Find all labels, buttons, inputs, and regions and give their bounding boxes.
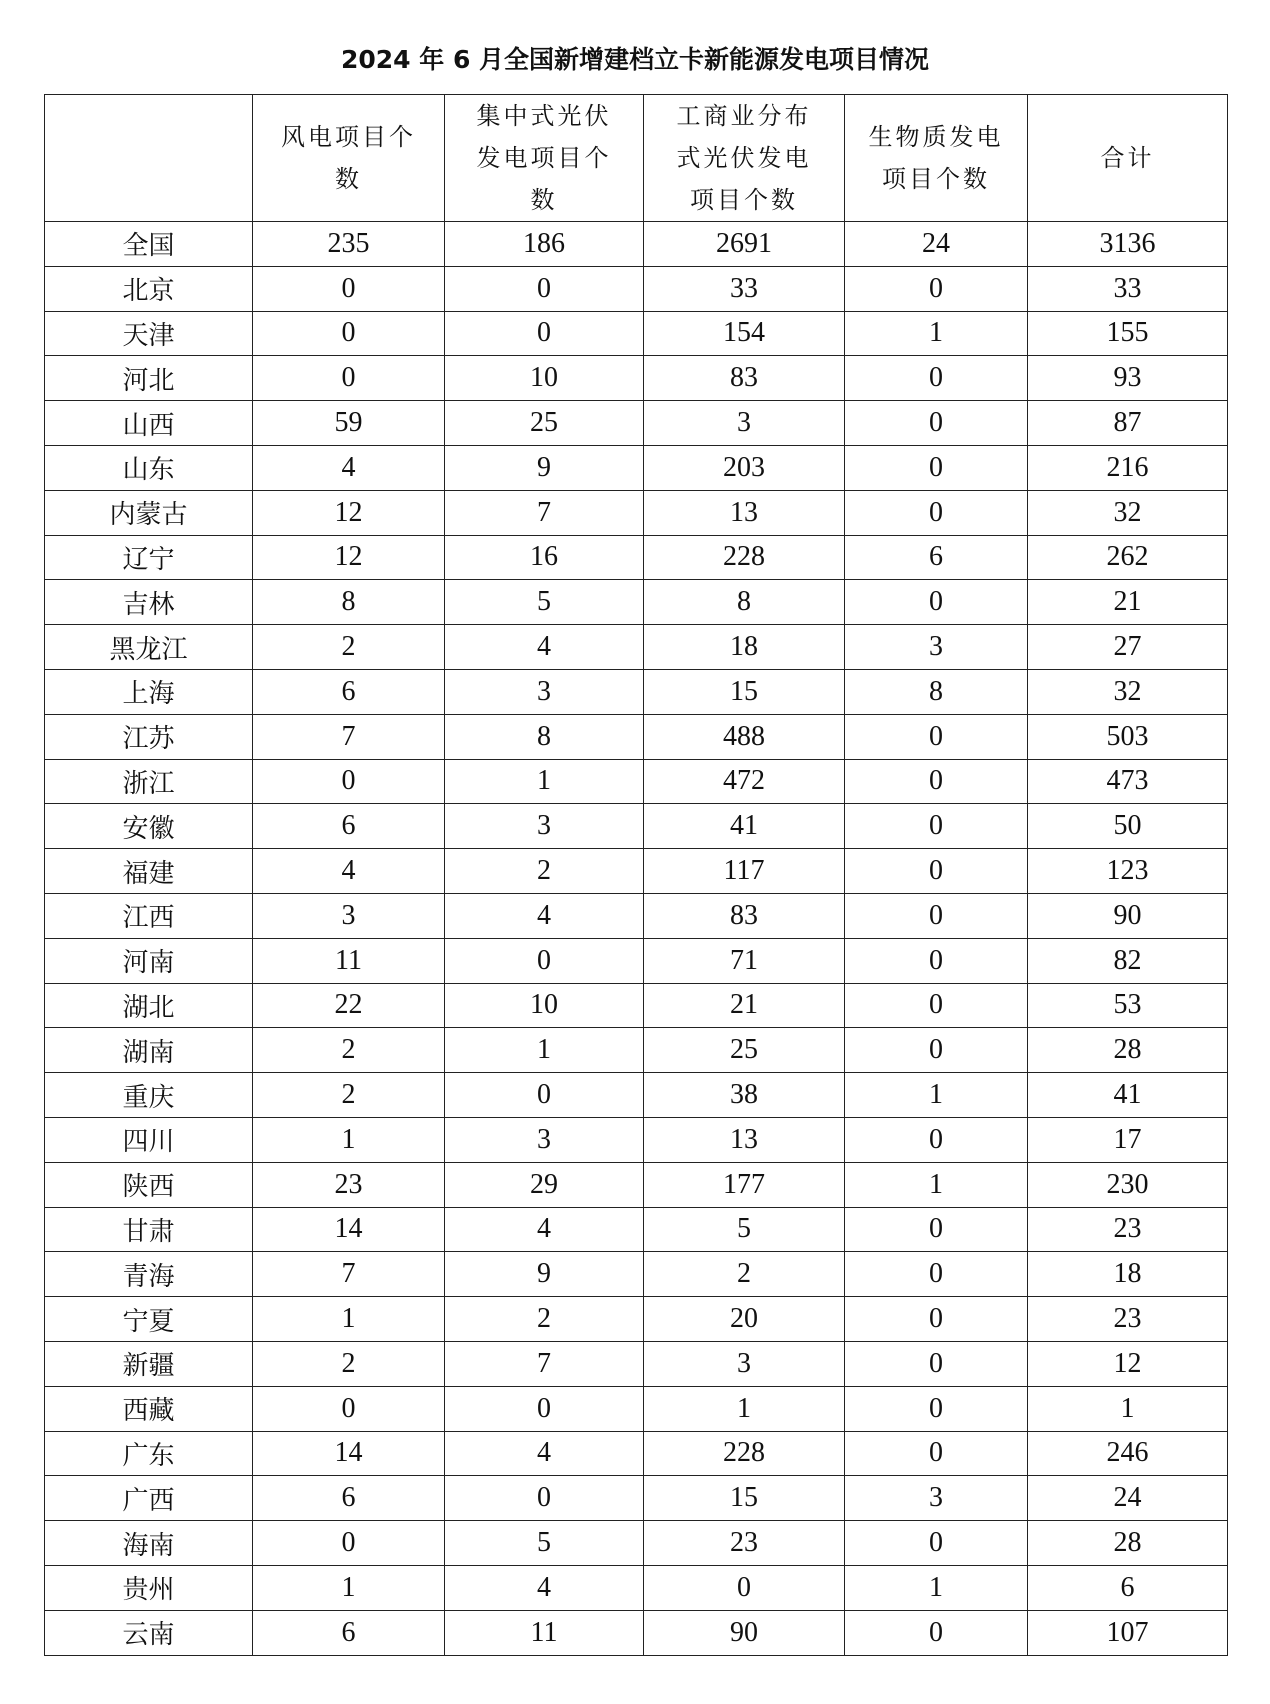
total-cell: 107 [1028,1610,1228,1655]
biomass-cell: 0 [845,983,1028,1028]
table-row [45,311,1228,356]
wind-cell: 7 [253,714,445,759]
total-cell: 28 [1028,1521,1228,1566]
total-cell: 3136 [1028,222,1228,267]
wind-cell: 3 [253,893,445,938]
distributed-pv-cell: 228 [644,1431,845,1476]
total-cell: 32 [1028,669,1228,714]
biomass-cell: 0 [845,580,1028,625]
total-cell: 50 [1028,804,1228,849]
biomass-cell: 0 [845,759,1028,804]
region-cell: 山东 [45,445,253,490]
wind-cell: 6 [253,1476,445,1521]
biomass-cell: 1 [845,1162,1028,1207]
centralized-pv-cell: 186 [445,222,644,267]
centralized-pv-cell: 1 [445,759,644,804]
wind-cell: 1 [253,1117,445,1162]
centralized-pv-cell: 0 [445,311,644,356]
region-cell: 上海 [45,669,253,714]
region-cell: 河南 [45,938,253,983]
wind-cell: 6 [253,804,445,849]
biomass-cell: 0 [845,804,1028,849]
wind-cell: 8 [253,580,445,625]
table-row [45,669,1228,714]
total-cell: 33 [1028,266,1228,311]
centralized-pv-cell: 9 [445,445,644,490]
region-cell: 安徽 [45,804,253,849]
biomass-cell: 0 [845,1297,1028,1342]
region-cell: 云南 [45,1610,253,1655]
centralized-pv-cell: 3 [445,1117,644,1162]
biomass-cell: 0 [845,849,1028,894]
distributed-pv-cell: 1 [644,1386,845,1431]
region-cell: 宁夏 [45,1297,253,1342]
header-biomass-text: 生物质发电项目个数 [868,123,1004,193]
total-cell: 41 [1028,1073,1228,1118]
table-row [45,1521,1228,1566]
distributed-pv-cell: 90 [644,1610,845,1655]
total-cell: 24 [1028,1476,1228,1521]
total-cell: 18 [1028,1252,1228,1297]
region-cell: 河北 [45,356,253,401]
centralized-pv-cell: 2 [445,849,644,894]
header-total: 合计 [1028,95,1228,222]
total-cell: 155 [1028,311,1228,356]
distributed-pv-cell: 25 [644,1028,845,1073]
region-cell: 浙江 [45,759,253,804]
centralized-pv-cell: 4 [445,1431,644,1476]
centralized-pv-cell: 0 [445,1386,644,1431]
distributed-pv-cell: 33 [644,266,845,311]
projects-table [44,94,1228,1656]
total-cell: 246 [1028,1431,1228,1476]
wind-cell: 2 [253,1028,445,1073]
total-cell: 53 [1028,983,1228,1028]
table-row [45,490,1228,535]
total-cell: 123 [1028,849,1228,894]
centralized-pv-cell: 3 [445,804,644,849]
region-cell: 吉林 [45,580,253,625]
total-cell: 27 [1028,625,1228,670]
biomass-cell: 24 [845,222,1028,267]
wind-cell: 0 [253,1521,445,1566]
wind-cell: 14 [253,1431,445,1476]
total-cell: 230 [1028,1162,1228,1207]
total-cell: 21 [1028,580,1228,625]
biomass-cell: 0 [845,356,1028,401]
table-row [45,445,1228,490]
wind-cell: 11 [253,938,445,983]
centralized-pv-cell: 0 [445,1476,644,1521]
biomass-cell: 0 [845,1341,1028,1386]
biomass-cell: 3 [845,625,1028,670]
table-row [45,1297,1228,1342]
centralized-pv-cell: 16 [445,535,644,580]
distributed-pv-cell: 18 [644,625,845,670]
centralized-pv-cell: 11 [445,1610,644,1655]
distributed-pv-cell: 228 [644,535,845,580]
distributed-pv-cell: 20 [644,1297,845,1342]
centralized-pv-cell: 4 [445,1207,644,1252]
region-cell: 江苏 [45,714,253,759]
distributed-pv-cell: 488 [644,714,845,759]
header-distributed-pv-text: 工商业分布式光伏发电项目个数 [676,102,812,214]
biomass-cell: 1 [845,311,1028,356]
distributed-pv-cell: 38 [644,1073,845,1118]
total-cell: 473 [1028,759,1228,804]
biomass-cell: 0 [845,1521,1028,1566]
table-row [45,1565,1228,1610]
centralized-pv-cell: 1 [445,1028,644,1073]
region-cell: 辽宁 [45,535,253,580]
biomass-cell: 1 [845,1565,1028,1610]
region-cell: 黑龙江 [45,625,253,670]
region-cell: 天津 [45,311,253,356]
biomass-cell: 0 [845,938,1028,983]
centralized-pv-cell: 4 [445,625,644,670]
table-row [45,938,1228,983]
distributed-pv-cell: 203 [644,445,845,490]
header-distributed-pv [644,95,845,222]
table-row [45,1073,1228,1118]
biomass-cell: 0 [845,1028,1028,1073]
wind-cell: 1 [253,1297,445,1342]
wind-cell: 12 [253,535,445,580]
region-cell: 山西 [45,401,253,446]
table-row [45,1162,1228,1207]
table-row [45,401,1228,446]
biomass-cell: 3 [845,1476,1028,1521]
centralized-pv-cell: 7 [445,1341,644,1386]
centralized-pv-cell: 29 [445,1162,644,1207]
region-cell: 全国 [45,222,253,267]
distributed-pv-cell: 83 [644,893,845,938]
distributed-pv-cell: 8 [644,580,845,625]
total-cell: 90 [1028,893,1228,938]
wind-cell: 2 [253,625,445,670]
wind-cell: 14 [253,1207,445,1252]
table-row [45,356,1228,401]
table-row [45,714,1228,759]
centralized-pv-cell: 0 [445,1073,644,1118]
region-cell: 北京 [45,266,253,311]
centralized-pv-cell: 10 [445,983,644,1028]
distributed-pv-cell: 2691 [644,222,845,267]
header-wind-text: 风电项目个数 [281,123,416,193]
distributed-pv-cell: 117 [644,849,845,894]
header-biomass [845,95,1028,222]
wind-cell: 59 [253,401,445,446]
table-header-row [45,95,1228,222]
distributed-pv-cell: 15 [644,1476,845,1521]
distributed-pv-cell: 5 [644,1207,845,1252]
wind-cell: 0 [253,266,445,311]
table-row [45,222,1228,267]
biomass-cell: 0 [845,714,1028,759]
wind-cell: 6 [253,669,445,714]
distributed-pv-cell: 472 [644,759,845,804]
wind-cell: 2 [253,1073,445,1118]
table-row [45,1386,1228,1431]
biomass-cell: 0 [845,1117,1028,1162]
wind-cell: 4 [253,445,445,490]
centralized-pv-cell: 10 [445,356,644,401]
table-row [45,759,1228,804]
table-row [45,1028,1228,1073]
total-cell: 12 [1028,1341,1228,1386]
table-row [45,1341,1228,1386]
table-row [45,849,1228,894]
centralized-pv-cell: 8 [445,714,644,759]
region-cell: 广东 [45,1431,253,1476]
biomass-cell: 1 [845,1073,1028,1118]
region-cell: 重庆 [45,1073,253,1118]
distributed-pv-cell: 15 [644,669,845,714]
table-row [45,266,1228,311]
region-cell: 广西 [45,1476,253,1521]
table-row [45,625,1228,670]
total-cell: 32 [1028,490,1228,535]
centralized-pv-cell: 4 [445,893,644,938]
total-cell: 28 [1028,1028,1228,1073]
distributed-pv-cell: 21 [644,983,845,1028]
centralized-pv-cell: 5 [445,580,644,625]
table-row [45,804,1228,849]
region-cell: 陕西 [45,1162,253,1207]
distributed-pv-cell: 3 [644,1341,845,1386]
biomass-cell: 0 [845,1431,1028,1476]
table-row [45,1207,1228,1252]
table-row [45,1431,1228,1476]
centralized-pv-cell: 9 [445,1252,644,1297]
region-cell: 湖北 [45,983,253,1028]
total-cell: 1 [1028,1386,1228,1431]
wind-cell: 12 [253,490,445,535]
total-cell: 262 [1028,535,1228,580]
region-cell: 贵州 [45,1565,253,1610]
centralized-pv-cell: 25 [445,401,644,446]
distributed-pv-cell: 177 [644,1162,845,1207]
region-cell: 海南 [45,1521,253,1566]
biomass-cell: 6 [845,535,1028,580]
total-cell: 503 [1028,714,1228,759]
wind-cell: 23 [253,1162,445,1207]
distributed-pv-cell: 71 [644,938,845,983]
header-wind [253,95,445,222]
total-cell: 6 [1028,1565,1228,1610]
biomass-cell: 0 [845,445,1028,490]
header-region [45,95,253,222]
centralized-pv-cell: 5 [445,1521,644,1566]
centralized-pv-cell: 7 [445,490,644,535]
region-cell: 西藏 [45,1386,253,1431]
region-cell: 江西 [45,893,253,938]
centralized-pv-cell: 0 [445,266,644,311]
region-cell: 湖南 [45,1028,253,1073]
distributed-pv-cell: 83 [644,356,845,401]
table-row [45,1252,1228,1297]
region-cell: 内蒙古 [45,490,253,535]
biomass-cell: 0 [845,401,1028,446]
biomass-cell: 0 [845,266,1028,311]
centralized-pv-cell: 4 [445,1565,644,1610]
distributed-pv-cell: 13 [644,490,845,535]
header-centralized-pv-text: 集中式光伏发电项目个数 [476,102,612,214]
total-cell: 82 [1028,938,1228,983]
wind-cell: 235 [253,222,445,267]
table-row [45,1610,1228,1655]
total-cell: 87 [1028,401,1228,446]
header-centralized-pv [445,95,644,222]
table-row [45,580,1228,625]
distributed-pv-cell: 2 [644,1252,845,1297]
table-row [45,535,1228,580]
distributed-pv-cell: 13 [644,1117,845,1162]
distributed-pv-cell: 0 [644,1565,845,1610]
biomass-cell: 0 [845,1386,1028,1431]
region-cell: 四川 [45,1117,253,1162]
biomass-cell: 0 [845,1207,1028,1252]
distributed-pv-cell: 41 [644,804,845,849]
total-cell: 23 [1028,1207,1228,1252]
total-cell: 17 [1028,1117,1228,1162]
table-row [45,893,1228,938]
wind-cell: 6 [253,1610,445,1655]
centralized-pv-cell: 3 [445,669,644,714]
wind-cell: 1 [253,1565,445,1610]
centralized-pv-cell: 2 [445,1297,644,1342]
wind-cell: 22 [253,983,445,1028]
wind-cell: 4 [253,849,445,894]
biomass-cell: 8 [845,669,1028,714]
region-cell: 甘肃 [45,1207,253,1252]
table-row [45,983,1228,1028]
region-cell: 新疆 [45,1341,253,1386]
region-cell: 福建 [45,849,253,894]
region-cell: 青海 [45,1252,253,1297]
biomass-cell: 0 [845,490,1028,535]
table-row [45,1117,1228,1162]
total-cell: 23 [1028,1297,1228,1342]
table-row [45,1476,1228,1521]
wind-cell: 0 [253,356,445,401]
wind-cell: 0 [253,759,445,804]
total-cell: 93 [1028,356,1228,401]
wind-cell: 0 [253,311,445,356]
wind-cell: 7 [253,1252,445,1297]
centralized-pv-cell: 0 [445,938,644,983]
page-title: 2024 年 6 月全国新增建档立卡新能源发电项目情况 [340,45,930,74]
biomass-cell: 0 [845,1610,1028,1655]
distributed-pv-cell: 3 [644,401,845,446]
wind-cell: 2 [253,1341,445,1386]
distributed-pv-cell: 154 [644,311,845,356]
biomass-cell: 0 [845,893,1028,938]
wind-cell: 0 [253,1386,445,1431]
distributed-pv-cell: 23 [644,1521,845,1566]
total-cell: 216 [1028,445,1228,490]
biomass-cell: 0 [845,1252,1028,1297]
